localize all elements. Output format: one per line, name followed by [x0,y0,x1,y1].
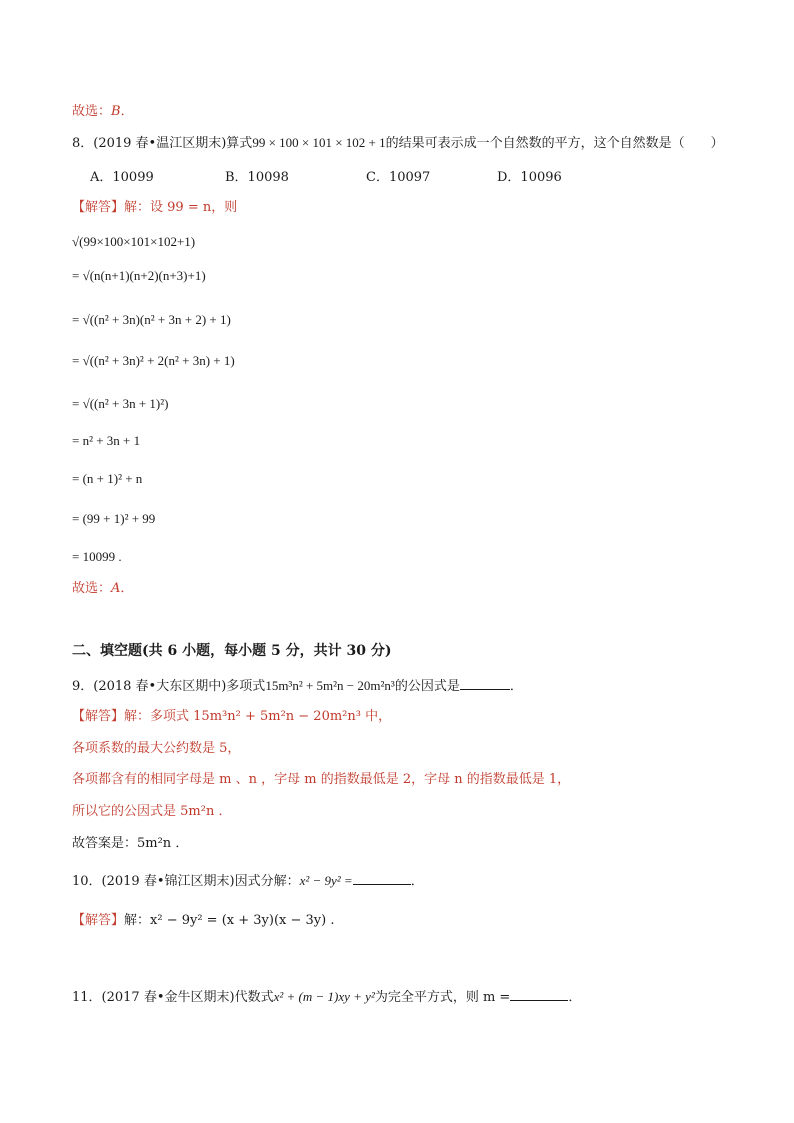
q9-solution-line-1: 【解答】解：多项式 15m³n² + 5m²n − 20m²n³ 中， [72,709,392,724]
q8-step-3: = √((n² + 3n)(n² + 3n + 2) + 1) [72,312,231,327]
q8-step-4: = √((n² + 3n)² + 2(n² + 3n) + 1) [72,353,235,368]
q10-question: 10．(2019 春•锦江区期末)因式分解：x² − 9y² = ． [72,873,424,889]
q7-final-answer: 故选：B． [72,104,134,119]
q8-option-d: D．10096 [497,170,562,185]
q9-solution-line-4: 所以它的公因式是 5m²n ． [72,804,232,819]
q8-option-b: B．10098 [225,170,289,185]
q11-question: 11．(2017 春•金牛区期末)代数式x² + (m − 1)xy + y²为完全平方式，则 m = ． [72,989,582,1005]
q8-option-c: C．10097 [366,170,431,185]
q10-solution: 【解答】解：x² − 9y² = (x + 3y)(x − 3y) . [72,913,335,928]
q8-final-answer: 故选：A． [72,581,134,596]
q9-solution-line-2: 各项系数的最大公约数是 5， [72,741,241,756]
q9-solution-line-5: 故答案是：5m²n ． [72,836,189,851]
q9-answer-blank[interactable] [460,677,510,690]
q8-step-2: = √(n(n+1)(n+2)(n+3)+1) [72,268,206,283]
q8-option-a: A．10099 [90,170,154,185]
q9-question: 9．(2018 春•大东区期中)多项式15m³n² + 5m²n − 20m²n³的公因式是 ． [72,678,523,694]
q8-step-1: √(99×100×101×102+1) [72,234,196,249]
q10-answer-blank[interactable] [353,872,411,885]
q8-step-6: = n² + 3n + 1 [72,433,141,448]
q8-step-8: = (99 + 1)² + 99 [72,511,156,526]
q8-step-7: = (n + 1)² + n [72,471,143,486]
q8-step-9: = 10099 . [72,549,122,564]
q8-step-5: = √((n² + 3n + 1)²) [72,396,169,411]
q9-solution-line-3: 各项都含有的相同字母是 m 、n ，字母 m 的指数最低是 2，字母 n 的指数最低是 1， [72,772,571,787]
section-title: 二、填空题(共 6 小题，每小题 5 分，共计 30 分) [72,643,392,659]
q11-answer-blank[interactable] [510,988,568,1001]
q8-question: 8．(2019 春•温江区期末)算式99 × 100 × 101 × 102 + 1的结果可表示成一个自然数的平方，这个自然数是（ ） [72,135,724,151]
q8-solution-intro: 【解答】解：设 99 = n，则 [72,200,238,215]
